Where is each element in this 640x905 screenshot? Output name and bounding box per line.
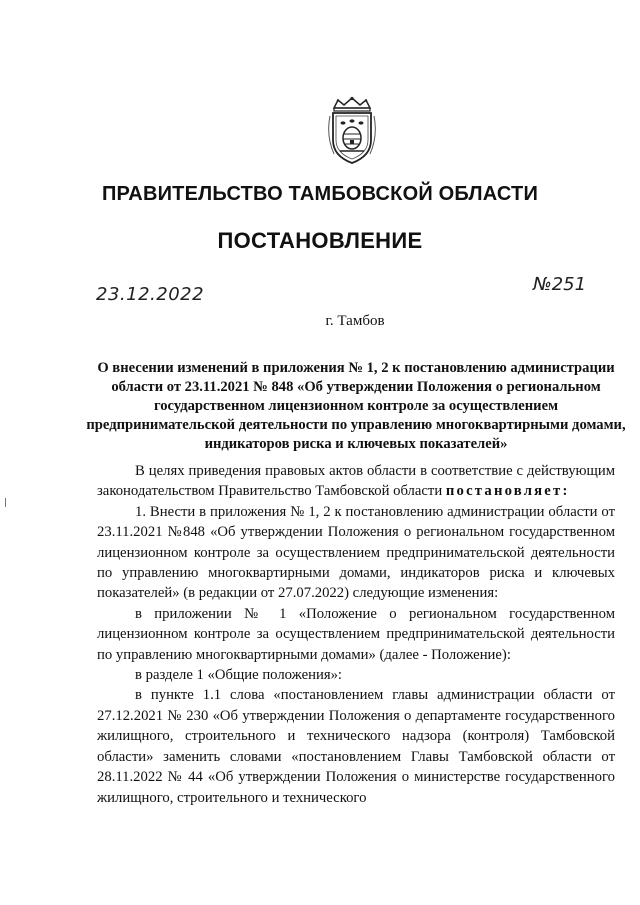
paragraph-2: в приложении № 1 «Положение о региональном государственном лицензионном контроле за осуществлением предпринимательской деятельности по управлению многоквартирными домами» (далее - Положение):	[97, 605, 615, 663]
government-title: ПРАВИТЕЛЬСТВО ТАМБОВСКОЙ ОБЛАСТИ	[101, 183, 539, 205]
document-type: ПОСТАНОВЛЕНИЕ	[217, 228, 423, 253]
document-date: 23.12.2022	[96, 284, 205, 305]
decree-word: постановляет	[445, 483, 563, 500]
paragraph-1: 1. Внести в приложения № 1, 2 к постановлению администрации области от 23.11.2021 №848 «Об утверждении Положения о региональном государственном лицензионном контроле за осуществлением предпринимательской деятельности по управлению многоквартирными домами, индикаторов риска и ключевых показателей» (в редакции от 27.07.2022) следующие изменения:	[97, 503, 615, 602]
document-number	[533, 274, 586, 295]
decree-colon: :	[562, 483, 570, 500]
paragraph-4: в пункте 1.1 слова «постановлением главы администрации области от 27.12.2021 № 230 «Об утверждении Положения о департаменте государственного жилищного, строительного и технического надзора (контроля) Тамбовской области» заменить словами «постановлением Главы Тамбовской области от 28.11.2022 № 44 «Об утверждении Положения о министерстве государственного жилищного, строительного и технического	[97, 687, 615, 806]
margin-mark	[5, 498, 6, 507]
preamble-paragraph	[97, 461, 615, 502]
number-value: 251	[551, 274, 587, 295]
number-prefix: №	[533, 274, 552, 295]
document-subject: О внесении изменений в приложения № 1, 2 к постановлению администрации области от 23.11.2021 № 848 «Об утверждении Положения о региональном государственном лицензионном контроле за осуществлением предпринимательской деятельности по управлению многоквартирными домами, индикаторов риска и ключевых показателей»	[86, 360, 626, 452]
document-body	[97, 461, 615, 808]
tambov-coat-of-arms-icon	[324, 96, 380, 166]
city: г. Тамбов	[325, 313, 385, 329]
preamble-text: В целях приведения правовых актов области в соответствие с действующим законодательством Правительство Тамбовской области	[97, 463, 615, 500]
paragraph-3: в разделе 1 «Общие положения»:	[135, 667, 343, 684]
